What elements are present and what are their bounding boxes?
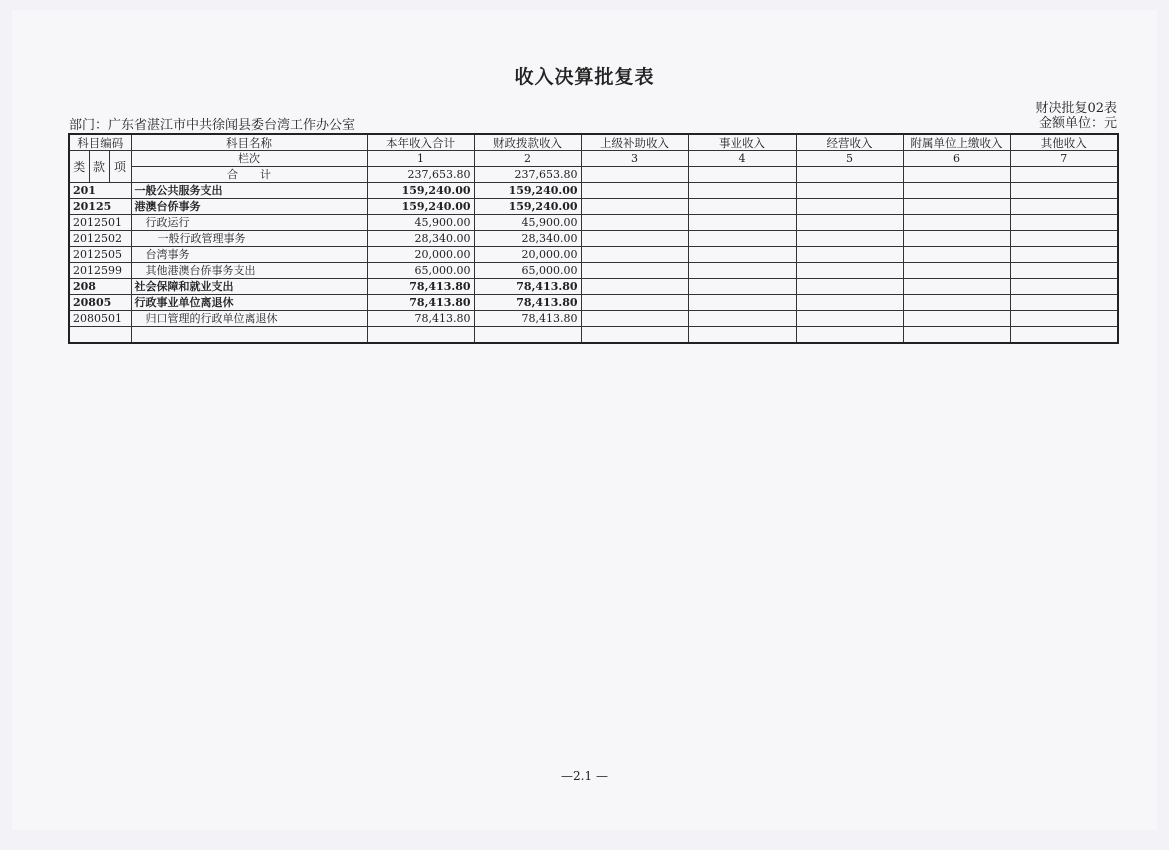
table-row — [69, 279, 1118, 295]
row-col1: 78,413.80 — [367, 311, 474, 327]
row-code: 20805 — [69, 295, 131, 311]
colnum-3: 3 — [581, 151, 688, 167]
row-name: 其他港澳台侨事务支出 — [131, 263, 367, 279]
row-col1: 45,900.00 — [367, 215, 474, 231]
header-lanci: 栏次 — [131, 151, 367, 167]
total-col1: 237,653.80 — [367, 167, 474, 183]
row-name: 一般公共服务支出 — [131, 183, 367, 199]
header-name: 科目名称 — [131, 134, 367, 151]
row-col2: 45,900.00 — [474, 215, 581, 231]
header-row — [69, 134, 1118, 151]
header-col3: 上级补助收入 — [581, 134, 688, 151]
row-col1: 159,240.00 — [367, 199, 474, 215]
header-col7: 其他收入 — [1010, 134, 1118, 151]
row-code: 2012505 — [69, 247, 131, 263]
row-code: 2012599 — [69, 263, 131, 279]
table-row — [69, 263, 1118, 279]
row-name: 社会保障和就业支出 — [131, 279, 367, 295]
header-col2: 财政拨款收入 — [474, 134, 581, 151]
row-col2: 78,413.80 — [474, 295, 581, 311]
row-name: 行政运行 — [131, 215, 367, 231]
table-row — [69, 199, 1118, 215]
row-col1: 78,413.80 — [367, 295, 474, 311]
page-number: —2.1 — — [561, 769, 608, 783]
row-col1: 65,000.00 — [367, 263, 474, 279]
total-label: 合 计 — [131, 167, 367, 183]
row-name: 港澳台侨事务 — [131, 199, 367, 215]
table-row — [69, 247, 1118, 263]
department-label: 部门：广东省湛江市中共徐闻县委台湾工作办公室 — [69, 118, 356, 133]
row-code: 20125 — [69, 199, 131, 215]
table-row — [69, 215, 1118, 231]
table-row — [69, 231, 1118, 247]
row-col2: 78,413.80 — [474, 279, 581, 295]
colnum-5: 5 — [796, 151, 903, 167]
row-col1: 28,340.00 — [367, 231, 474, 247]
header-col4: 事业收入 — [688, 134, 796, 151]
amount-unit: 金额单位：元 — [1038, 116, 1117, 131]
row-code: 2080501 — [69, 311, 131, 327]
colnum-4: 4 — [688, 151, 796, 167]
row-code: 208 — [69, 279, 131, 295]
row-col2: 20,000.00 — [474, 247, 581, 263]
row-col2: 159,240.00 — [474, 183, 581, 199]
column-number-row — [69, 151, 1118, 167]
row-code: 2012502 — [69, 231, 131, 247]
row-name: 归口管理的行政单位离退休 — [131, 311, 367, 327]
colnum-1: 1 — [367, 151, 474, 167]
row-name: 台湾事务 — [131, 247, 367, 263]
row-col1: 78,413.80 — [367, 279, 474, 295]
header-col5: 经营收入 — [796, 134, 903, 151]
header-col1: 本年收入合计 — [367, 134, 474, 151]
row-code: 2012501 — [69, 215, 131, 231]
total-col2: 237,653.80 — [474, 167, 581, 183]
colnum-7: 7 — [1010, 151, 1118, 167]
empty-row — [69, 327, 1118, 344]
header-code: 科目编码 — [69, 134, 131, 151]
colnum-6: 6 — [903, 151, 1010, 167]
row-col2: 78,413.80 — [474, 311, 581, 327]
total-row — [69, 167, 1118, 183]
income-table — [68, 133, 1119, 344]
row-col1: 159,240.00 — [367, 183, 474, 199]
header-col6: 附属单位上缴收入 — [903, 134, 1010, 151]
table-row — [69, 311, 1118, 327]
header-kuan: 款 — [89, 151, 109, 183]
row-col2: 28,340.00 — [474, 231, 581, 247]
row-col2: 159,240.00 — [474, 199, 581, 215]
table-row — [69, 295, 1118, 311]
form-code: 财决批复02表 — [1035, 101, 1117, 116]
row-col1: 20,000.00 — [367, 247, 474, 263]
form-code-block — [1035, 101, 1117, 131]
table-row — [69, 183, 1118, 199]
row-name: 一般行政管理事务 — [131, 231, 367, 247]
colnum-2: 2 — [474, 151, 581, 167]
page-title: 收入决算批复表 — [514, 66, 655, 88]
row-col2: 65,000.00 — [474, 263, 581, 279]
header-lei: 类 — [69, 151, 89, 183]
header-xiang: 项 — [109, 151, 131, 183]
row-code: 201 — [69, 183, 131, 199]
row-name: 行政事业单位离退休 — [131, 295, 367, 311]
